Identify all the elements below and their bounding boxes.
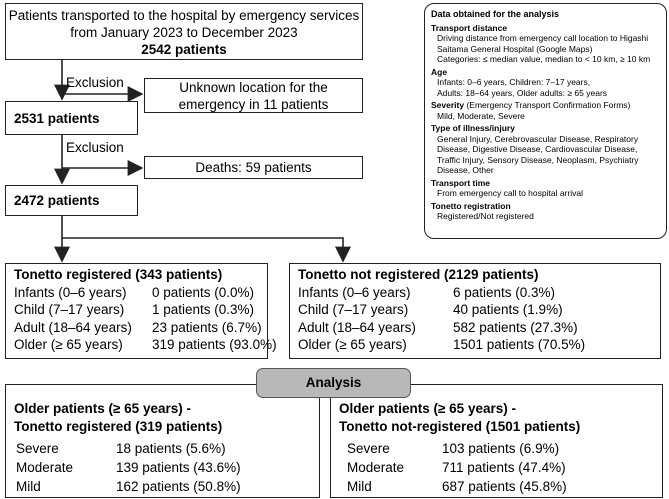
row-value: 319 patients (93.0%) <box>152 337 277 352</box>
info-line: Mild, Moderate, Severe <box>437 110 525 121</box>
exclusion-deaths-box: Deaths: 59 patients <box>144 156 363 179</box>
info-line: From emergency call to hospital arrival <box>437 188 583 198</box>
table-row <box>14 439 311 458</box>
row-value: 0 patients (0.0%) <box>152 284 255 300</box>
source-line1: Patients transported to the hospital by emergency services <box>8 8 360 23</box>
info-line: Saitama General Hospital (Google Maps) <box>437 43 593 54</box>
tonetto-not-registered-box <box>289 263 661 359</box>
info-heading <box>431 178 662 189</box>
table-row <box>298 336 652 354</box>
data-obtained-box <box>424 3 667 239</box>
info-heading-text: Transport distance <box>431 22 508 33</box>
exclusion-label-2: Exclusion <box>66 140 124 155</box>
row-value: 162 patients (50.8%) <box>116 479 241 494</box>
older-not-registered-title2: Tonetto not-registered (1501 patients) <box>339 418 581 434</box>
table-row <box>298 301 652 319</box>
older-registered-box <box>5 384 320 498</box>
exclusion-label-1: Exclusion <box>66 75 124 90</box>
table-row <box>14 319 262 337</box>
info-line: Driving distance from emergency call location to Higashi <box>437 33 649 43</box>
info-title: Data obtained for the analysis <box>431 9 560 19</box>
older-registered-title1: Older patients (≥ 65 years) - <box>14 401 191 416</box>
info-line: General Injury, Cerebrovascular Disease, Respiratory <box>437 133 639 144</box>
row-category: Severe <box>16 441 59 456</box>
row-category: Severe <box>347 441 390 456</box>
step-2531-box: 2531 patients <box>5 101 138 135</box>
row-category: Infants (0–6 years) <box>14 284 127 300</box>
row-category: Mild <box>16 479 41 494</box>
row-category: Moderate <box>347 460 405 475</box>
row-category: Older (≥ 65 years) <box>298 337 407 352</box>
info-heading <box>431 100 662 111</box>
row-value: 139 patients (43.6%) <box>116 460 241 475</box>
table-row <box>298 284 652 302</box>
table-row <box>339 477 654 496</box>
info-line: Categories: ≤ median value, median to < 10 km, ≥ 10 km <box>437 54 651 64</box>
row-value: 1 patients (0.3%) <box>152 302 255 317</box>
source-line2: from January 2023 to December 2023 <box>70 25 298 40</box>
step-2472-box: 2472 patients <box>5 185 138 216</box>
info-heading <box>431 123 662 134</box>
older-not-registered-title1: Older patients (≥ 65 years) - <box>339 401 516 416</box>
table-row <box>14 458 311 477</box>
analysis-label: Analysis <box>256 368 411 398</box>
info-heading <box>431 23 662 34</box>
info-heading-note: (Emergency Transport Confirmation Forms) <box>464 100 631 110</box>
exclusion1-line2: emergency in 11 patients <box>178 97 329 112</box>
info-heading-text: Transport time <box>431 177 491 188</box>
info-line: Traffic Injury, Sensory Disease, Neoplasm, Psychiatry <box>437 154 639 165</box>
info-line: Infants: 0–6 years, Children: 7–17 years, <box>437 77 591 87</box>
source-count: 2542 patients <box>141 42 227 57</box>
info-heading-text: Type of illness/injury <box>431 123 515 133</box>
info-line: Disease, Other <box>437 165 494 175</box>
row-value: 23 patients (6.7%) <box>152 319 262 335</box>
row-category: Older (≥ 65 years) <box>14 337 123 352</box>
older-registered-title2: Tonetto registered (319 patients) <box>14 418 223 434</box>
info-heading <box>431 67 662 78</box>
info-heading <box>431 201 662 212</box>
row-category: Child (7–17 years) <box>298 302 409 317</box>
row-category: Child (7–17 years) <box>14 302 125 317</box>
table-row <box>14 301 259 319</box>
row-category: Adult (18–64 years) <box>14 319 132 335</box>
exclusion1-line1: Unknown location for the <box>179 80 328 95</box>
info-line: Registered/Not registered <box>437 211 534 221</box>
row-value: 6 patients (0.3%) <box>453 284 556 300</box>
tonetto-registered-box <box>5 263 277 359</box>
registered-title: Tonetto registered (343 patients) <box>14 267 223 282</box>
source-population-box <box>5 3 363 60</box>
table-row <box>339 458 654 477</box>
table-row <box>298 319 652 337</box>
row-category: Infants (0–6 years) <box>298 284 411 300</box>
table-row <box>14 284 259 302</box>
arrow-right-branch <box>62 215 343 261</box>
table-row <box>14 477 311 496</box>
info-heading-text: Tonetto registration <box>431 200 511 211</box>
exclusion-unknown-location-box <box>144 78 363 113</box>
row-value: 103 patients (6.9%) <box>442 441 560 456</box>
info-heading-text: Age <box>431 66 448 77</box>
table-row <box>14 336 277 354</box>
row-value: 1501 patients (70.5%) <box>453 337 586 352</box>
row-value: 687 patients (45.8%) <box>442 479 567 494</box>
info-line: Disease, Digestive Disease, Cardiovascular Disease, <box>437 144 638 154</box>
row-category: Adult (18–64 years) <box>298 319 416 335</box>
row-value: 40 patients (1.9%) <box>453 302 563 317</box>
row-value: 711 patients (47.4%) <box>442 460 566 475</box>
row-value: 582 patients (27.3%) <box>453 319 578 335</box>
older-not-registered-box <box>330 384 663 498</box>
row-category: Moderate <box>16 460 74 475</box>
info-line: Adults: 18–64 years, Older adults: ≥ 65 years <box>437 87 608 98</box>
info-heading-text: Severity <box>431 100 465 110</box>
row-category: Mild <box>347 479 372 494</box>
table-row <box>339 439 654 458</box>
row-value: 18 patients (5.6%) <box>116 441 226 456</box>
not-registered-title: Tonetto not registered (2129 patients) <box>298 267 539 282</box>
